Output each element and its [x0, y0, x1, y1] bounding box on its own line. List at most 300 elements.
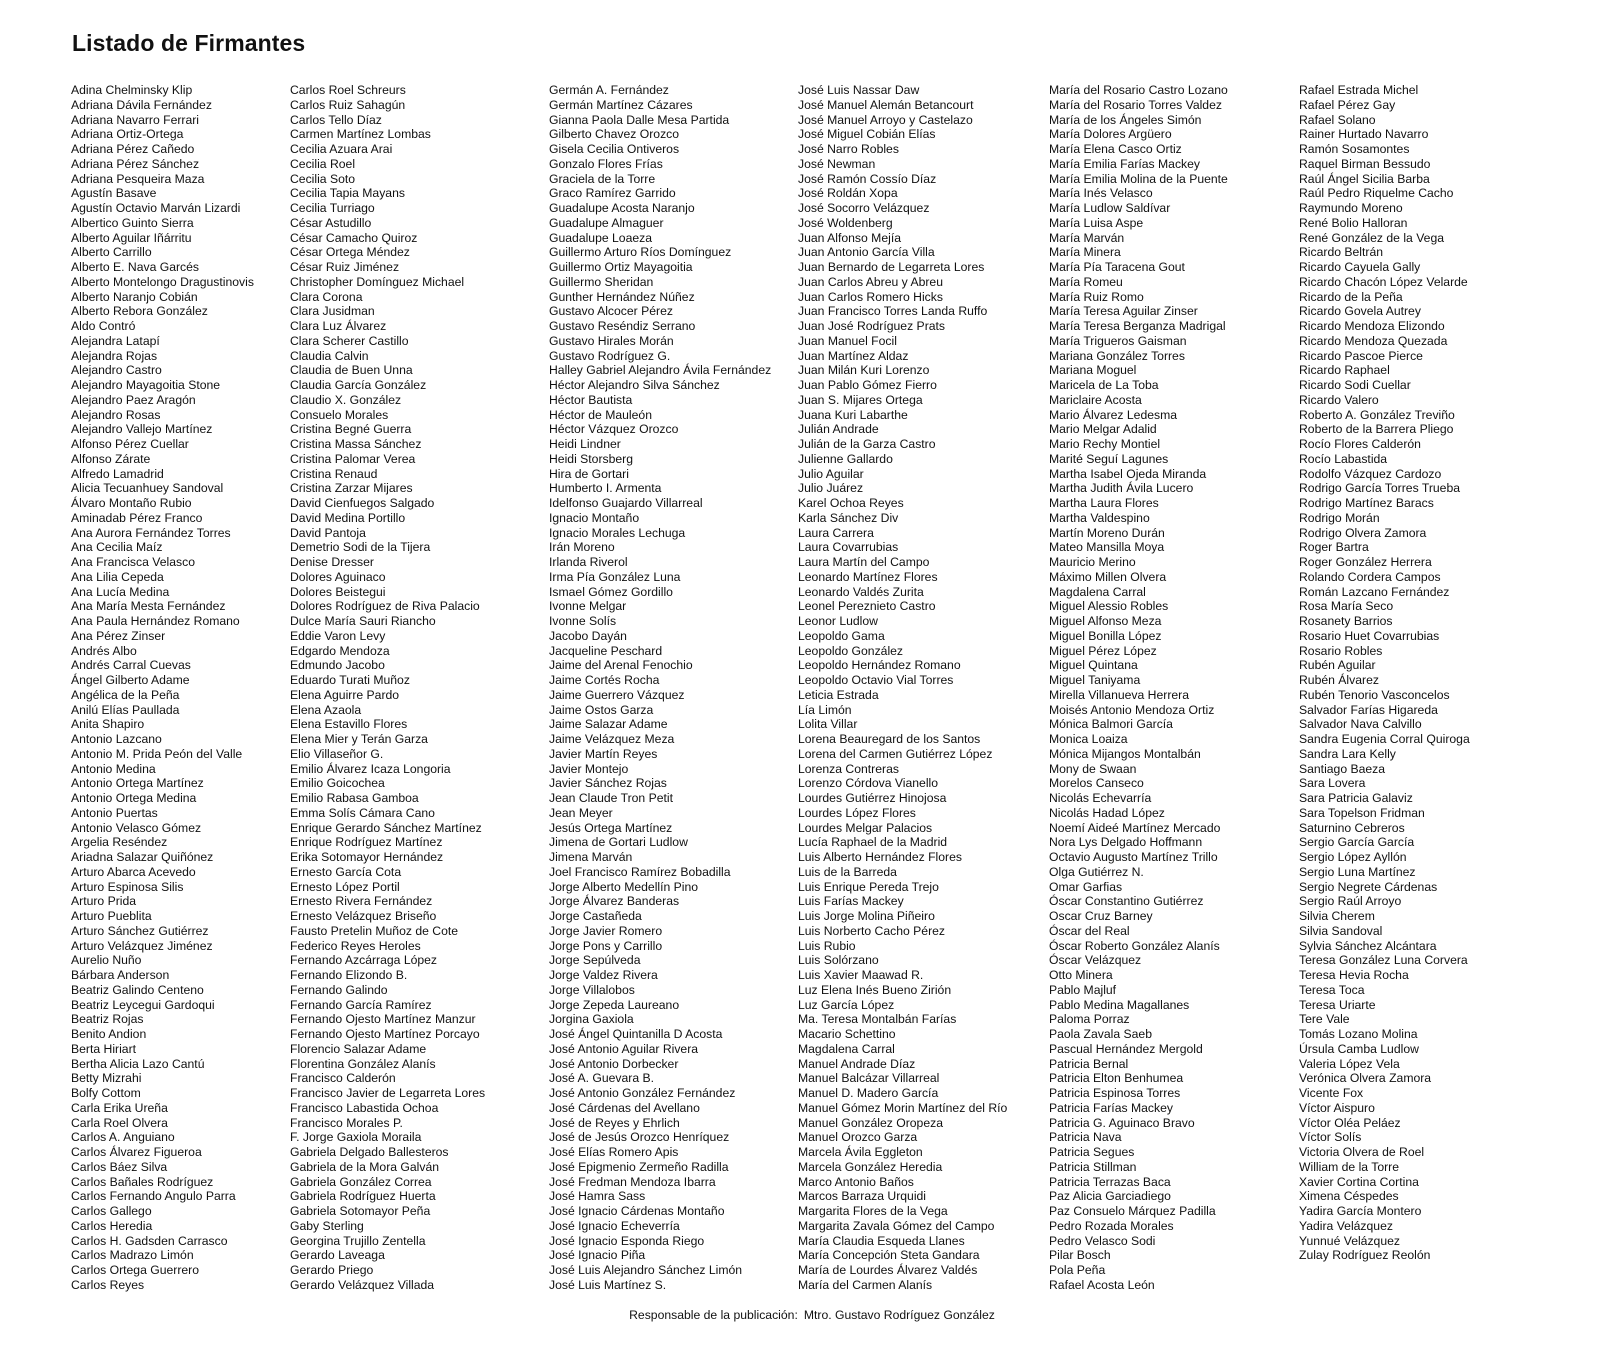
- signatory-name: Emilio Álvarez Icaza Longoria: [290, 761, 451, 776]
- signatory-name: Moisés Antonio Mendoza Ortiz: [1049, 702, 1215, 717]
- signatory-name: Gustavo Rodríguez G.: [549, 348, 671, 363]
- signatory-name: Gisela Cecilia Ontiveros: [549, 142, 680, 156]
- signatory-name: Juan S. Mijares Ortega: [798, 392, 923, 407]
- signatory-name: José Epigmenio Zermeño Radilla: [549, 1159, 729, 1174]
- signatory-name: Adriana Navarro Ferrari: [71, 112, 200, 127]
- signatory-name: Jorge Villalobos: [549, 982, 635, 997]
- signatory-name: Valeria López Vela: [1299, 1056, 1400, 1071]
- signatory-name: Nora Lys Delgado Hoffmann: [1049, 835, 1203, 850]
- signatory-name: María de los Ángeles Simón: [1049, 112, 1202, 127]
- signatory-name: Patricia Segues: [1049, 1145, 1135, 1159]
- signatory-name: Karel Ochoa Reyes: [798, 496, 904, 510]
- signatory-name: Carlos H. Gadsden Carrasco: [71, 1233, 228, 1248]
- signatory-name: Patricia Terrazas Baca: [1049, 1174, 1171, 1189]
- signatory-name: Antonio Puertas: [71, 805, 158, 820]
- signatory-name: Gustavo Reséndiz Serrano: [549, 319, 696, 333]
- signatory-name: Zulay Rodríguez Reolón: [1299, 1248, 1431, 1263]
- signatory-name: Cristina Massa Sánchez: [290, 437, 422, 451]
- signatory-name: María Ludlow Saldívar: [1049, 201, 1171, 215]
- signatory-name: Jean Claude Tron Petit: [549, 791, 673, 805]
- signatory-name: César Ruiz Jiménez: [290, 260, 400, 274]
- signatory-name: Miguel Alfonso Meza: [1049, 614, 1162, 628]
- signatory-name: Agustín Basave: [71, 186, 157, 201]
- signatory-name: Miguel Taniyama: [1049, 673, 1141, 687]
- signatory-name: María Concepción Steta Gandara: [798, 1248, 980, 1263]
- signatories-column-1: [71, 83, 254, 1293]
- signatory-name: Beatriz Leycegui Gardoqui: [71, 997, 215, 1012]
- signatory-name: José Antonio Dorbecker: [549, 1056, 679, 1071]
- signatory-name: Héctor Alejandro Silva Sánchez: [549, 378, 720, 392]
- signatory-name: Lolita Villar: [798, 717, 858, 732]
- signatory-name: Laura Covarrubias: [798, 540, 899, 555]
- signatory-name: Úrsula Camba Ludlow: [1299, 1041, 1419, 1056]
- signatory-name: José Hamra Sass: [549, 1189, 646, 1204]
- signatory-name: Gaby Sterling: [290, 1218, 364, 1233]
- signatory-name: Guadalupe Almaguer: [549, 215, 664, 230]
- signatory-name: Óscar Roberto González Alanís: [1049, 938, 1220, 953]
- signatory-name: Mónica Balmori García: [1049, 717, 1173, 732]
- signatory-name: Rodrigo Martínez Baracs: [1299, 496, 1434, 510]
- signatory-name: Eduardo Turati Muñoz: [290, 673, 410, 687]
- signatory-name: Ernesto Rivera Fernández: [290, 894, 433, 909]
- signatory-name: Patricia Elton Benhumea: [1049, 1071, 1184, 1086]
- signatory-name: Rosanety Barrios: [1299, 614, 1393, 628]
- signatory-name: José Miguel Cobián Elías: [798, 127, 936, 142]
- signatory-name: Ana Lucía Medina: [71, 584, 170, 599]
- signatory-name: Julián Andrade: [798, 422, 879, 437]
- signatory-name: Joel Francisco Ramírez Bobadilla: [549, 864, 731, 879]
- signatory-name: Gabriela González Correa: [290, 1174, 432, 1189]
- signatory-name: Margarita Zavala Gómez del Campo: [798, 1218, 995, 1233]
- signatory-name: Edgardo Mendoza: [290, 643, 390, 658]
- signatory-name: Ismael Gómez Gordillo: [549, 584, 673, 599]
- signatory-name: Beatriz Galindo Centeno: [71, 982, 204, 997]
- signatory-name: Juan Carlos Abreu y Abreu: [798, 274, 943, 289]
- signatory-name: Noemí Aideé Martínez Mercado: [1049, 820, 1221, 835]
- signatory-name: Claudia de Buen Unna: [290, 363, 413, 378]
- signatory-name: Ana Cecilia Maíz: [71, 540, 163, 555]
- signatory-name: Leonor Ludlow: [798, 614, 878, 628]
- signatory-name: Emilio Goicochea: [290, 776, 385, 791]
- signatory-name: Olga Gutiérrez N.: [1049, 864, 1144, 879]
- signatory-name: Juan Alfonso Mejía: [798, 230, 901, 245]
- signatory-name: Víctor Oléa Peláez: [1299, 1115, 1401, 1130]
- signatory-name: Francisco Calderón: [290, 1071, 396, 1086]
- signatory-name: Magdalena Carral: [1049, 584, 1146, 599]
- signatory-name: María Inés Velasco: [1049, 186, 1153, 201]
- signatory-name: Miguel Quintana: [1049, 658, 1138, 673]
- signatory-name: Demetrio Sodi de la Tijera: [290, 540, 431, 555]
- signatory-name: María de Lourdes Álvarez Valdés: [798, 1263, 978, 1277]
- signatory-name: Alicia Tecuanhuey Sandoval: [71, 481, 224, 496]
- signatory-name: José de Reyes y Ehrlich: [549, 1115, 680, 1130]
- signatory-name: César Camacho Quiroz: [290, 230, 418, 245]
- signatory-name: Guillermo Arturo Ríos Domínguez: [549, 245, 732, 260]
- signatory-name: F. Jorge Gaxiola Moraila: [290, 1130, 422, 1145]
- signatory-name: Rafael Estrada Michel: [1299, 83, 1419, 97]
- signatory-name: Rosario Huet Covarrubias: [1299, 628, 1440, 643]
- signatory-name: Francisco Javier de Legarreta Lores: [290, 1086, 486, 1100]
- signatory-name: Ignacio Morales Lechuga: [549, 525, 686, 540]
- signatory-name: Ángel Gilberto Adame: [71, 673, 190, 687]
- signatory-name: Ricardo Chacón López Velarde: [1299, 274, 1468, 289]
- signatory-name: Ricardo Valero: [1299, 392, 1379, 407]
- signatory-name: Lorenzo Córdova Vianello: [798, 776, 939, 791]
- signatory-name: Georgina Trujillo Zentella: [290, 1233, 426, 1248]
- signatory-name: Pedro Rozada Morales: [1049, 1218, 1174, 1233]
- signatory-name: Jorge Zepeda Laureano: [549, 997, 680, 1012]
- signatory-name: Luis Alberto Hernández Flores: [798, 850, 962, 864]
- signatory-name: Leonardo Martínez Flores: [798, 569, 938, 584]
- signatory-name: María Claudia Esqueda Llanes: [798, 1233, 965, 1248]
- signatory-name: Eddie Varon Levy: [290, 628, 386, 643]
- signatory-name: Gerardo Laveaga: [290, 1248, 385, 1263]
- signatory-name: Paz Consuelo Márquez Padilla: [1049, 1204, 1216, 1218]
- signatory-name: Francisco Morales P.: [290, 1115, 403, 1130]
- signatory-name: Yadira García Montero: [1299, 1204, 1422, 1218]
- signatory-name: Marcela Ávila Eggleton: [798, 1145, 923, 1159]
- signatory-name: Guillermo Ortiz Mayagoitia: [549, 260, 693, 274]
- signatory-name: Ma. Teresa Montalbán Farías: [798, 1012, 957, 1027]
- signatory-name: Héctor de Mauleón: [549, 407, 652, 422]
- signatory-name: Mónica Mijangos Montalbán: [1049, 746, 1201, 761]
- signatory-name: Mony de Swaan: [1049, 761, 1137, 776]
- signatory-name: Juan Francisco Torres Landa Ruffo: [798, 304, 988, 319]
- signatory-name: María del Carmen Alanís: [798, 1277, 933, 1292]
- signatory-name: Rosario Robles: [1299, 643, 1383, 658]
- signatory-name: Saturnino Cebreros: [1299, 820, 1405, 835]
- signatory-name: Alejandro Castro: [71, 363, 162, 378]
- signatory-name: César Ortega Méndez: [290, 245, 410, 260]
- signatory-name: Claudia García González: [290, 378, 427, 392]
- signatory-name: Gerardo Priego: [290, 1263, 374, 1277]
- signatory-name: Denise Dresser: [290, 555, 374, 569]
- signatory-name: Gabriela Delgado Ballesteros: [290, 1145, 449, 1159]
- signatory-name: Ana María Mesta Fernández: [71, 599, 226, 614]
- signatory-name: Leonel Pereznieto Castro: [798, 599, 936, 614]
- signatory-name: Martha Isabel Ojeda Miranda: [1049, 466, 1207, 481]
- signatory-name: Emilio Rabasa Gamboa: [290, 791, 419, 805]
- signatory-name: José Socorro Velázquez: [798, 201, 930, 215]
- signatory-name: Ana Aurora Fernández Torres: [71, 525, 231, 540]
- signatory-name: Rubén Aguilar: [1299, 658, 1376, 673]
- signatory-name: Patricia Espinosa Torres: [1049, 1086, 1181, 1100]
- signatory-name: María Luisa Aspe: [1049, 215, 1144, 230]
- signatory-name: Erika Sotomayor Hernández: [290, 850, 444, 864]
- signatory-name: Florentina González Alanís: [290, 1056, 436, 1071]
- signatory-name: Albertico Guinto Sierra: [71, 215, 194, 230]
- signatory-name: Jean Meyer: [549, 805, 613, 820]
- signatory-name: Raquel Birman Bessudo: [1299, 156, 1431, 171]
- footer-responsible-name: Mtro. Gustavo Rodríguez González: [803, 1308, 995, 1322]
- signatory-name: María Elena Casco Ortiz: [1049, 142, 1182, 156]
- signatory-name: Nicolás Echevarría: [1049, 791, 1152, 805]
- signatory-name: Carmen Martínez Lombas: [290, 127, 431, 142]
- signatory-name: Martha Judith Ávila Lucero: [1049, 481, 1194, 496]
- signatory-name: Victoria Olvera de Roel: [1299, 1145, 1425, 1159]
- signatory-name: José Elías Romero Apis: [549, 1145, 679, 1159]
- signatory-name: Patricia Farías Mackey: [1049, 1100, 1173, 1115]
- signatory-name: Julián de la Garza Castro: [798, 437, 936, 451]
- signatory-name: Lía Limón: [798, 702, 852, 717]
- signatory-name: Idelfonso Guajardo Villarreal: [549, 496, 703, 510]
- signatory-name: Salvador Farías Higareda: [1299, 702, 1438, 717]
- signatory-name: Elena Mier y Terán Garza: [290, 732, 428, 746]
- signatory-name: David Pantoja: [290, 525, 366, 540]
- signatory-name: Óscar Velázquez: [1049, 953, 1142, 968]
- signatory-name: Antonio Medina: [71, 761, 156, 776]
- signatory-name: Alberto Aguilar Iñárritu: [71, 230, 192, 245]
- signatory-name: Cecilia Tapia Mayans: [290, 186, 405, 201]
- signatory-name: Yadira Velázquez: [1299, 1218, 1393, 1233]
- signatory-name: Lourdes Melgar Palacios: [798, 820, 933, 835]
- signatory-name: José Ignacio Piña: [549, 1248, 646, 1263]
- signatory-name: Alejandra Rojas: [71, 348, 158, 363]
- signatory-name: José Manuel Alemán Betancourt: [798, 97, 974, 112]
- signatory-name: Claudio X. González: [290, 392, 402, 407]
- signatory-name: Adina Chelminsky Klip: [71, 83, 193, 97]
- signatory-name: Rubén Álvarez: [1299, 673, 1379, 687]
- signatory-name: Cecilia Turriago: [290, 201, 375, 215]
- signatory-name: Alejandro Paez Aragón: [71, 392, 196, 407]
- signatory-name: José Antonio González Fernández: [549, 1086, 736, 1100]
- signatory-name: María Ruiz Romo: [1049, 289, 1144, 304]
- signatory-name: María Emilia Farías Mackey: [1049, 156, 1201, 171]
- signatory-name: Heidi Lindner: [549, 437, 621, 451]
- signatory-name: Sara Lovera: [1299, 776, 1366, 791]
- signatory-name: Ricardo Cayuela Gally: [1299, 260, 1421, 274]
- signatory-name: Silvia Cherem: [1299, 909, 1375, 923]
- signatory-name: Sergio Luna Martínez: [1299, 864, 1416, 879]
- signatory-name: Carlos Ruiz Sahagún: [290, 97, 406, 112]
- signatory-name: Patricia Nava: [1049, 1130, 1122, 1145]
- signatory-name: Jorge Álvarez Banderas: [549, 894, 680, 909]
- signatory-name: Ricardo Raphael: [1299, 363, 1390, 378]
- signatory-name: Manuel Gómez Morin Martínez del Río: [798, 1100, 1008, 1115]
- signatory-name: Héctor Bautista: [549, 392, 633, 407]
- signatories-column-3: [549, 83, 771, 1293]
- signatory-name: Juan Martínez Aldaz: [798, 348, 909, 363]
- signatory-name: Sara Topelson Fridman: [1299, 805, 1425, 820]
- signatory-name: Roberto A. González Treviño: [1299, 407, 1455, 422]
- signatory-name: Adriana Pérez Sánchez: [71, 156, 200, 171]
- signatory-name: Clara Scherer Castillo: [290, 333, 409, 348]
- signatory-name: Luis Solórzano: [798, 953, 879, 968]
- signatory-name: Ana Paula Hernández Romano: [71, 614, 240, 628]
- signatory-name: Mario Rechy Montiel: [1049, 437, 1161, 451]
- signatory-name: Javier Sánchez Rojas: [549, 776, 667, 791]
- signatory-name: Marcela González Heredia: [798, 1159, 943, 1174]
- signatory-name: Sylvia Sánchez Alcántara: [1299, 938, 1437, 953]
- signatory-name: Betty Mizrahi: [71, 1071, 142, 1086]
- signatory-name: Raúl Pedro Riquelme Cacho: [1299, 186, 1454, 201]
- signatory-name: Pilar Bosch: [1049, 1248, 1111, 1263]
- signatory-name: Lourdes López Flores: [798, 805, 916, 820]
- signatory-name: Luis Farías Mackey: [798, 894, 904, 909]
- signatory-name: María Trigueros Gaisman: [1049, 333, 1187, 348]
- signatory-name: Fernando Galindo: [290, 982, 388, 997]
- signatory-name: Jesús Ortega Martínez: [549, 820, 673, 835]
- signatory-name: Enrique Gerardo Sánchez Martínez: [290, 820, 482, 835]
- signatory-name: Luis Rubio: [798, 938, 856, 953]
- signatory-name: Leopoldo Octavio Vial Torres: [798, 673, 954, 687]
- signatory-name: Bertha Alicia Lazo Cantú: [71, 1056, 205, 1071]
- signatory-name: Carlos Tello Díaz: [290, 112, 382, 127]
- signatory-name: Leopoldo Hernández Romano: [798, 658, 961, 673]
- signatory-name: Alfonso Pérez Cuellar: [71, 437, 189, 451]
- signatory-name: Sara Patricia Galaviz: [1299, 791, 1413, 805]
- signatory-name: Juan Carlos Romero Hicks: [798, 289, 943, 304]
- signatory-name: Jorge Alberto Medellín Pino: [549, 879, 699, 894]
- signatory-name: Juan José Rodríguez Prats: [798, 319, 946, 333]
- signatory-name: José Cárdenas del Avellano: [549, 1100, 700, 1115]
- signatory-name: Ana Lilia Cepeda: [71, 569, 164, 584]
- signatory-name: José Luis Nassar Daw: [798, 83, 920, 97]
- signatory-name: Fernando García Ramírez: [290, 997, 432, 1012]
- signatory-name: Raymundo Moreno: [1299, 201, 1403, 215]
- signatory-name: Argelia Reséndez: [71, 835, 168, 850]
- signatory-name: Mariclaire Acosta: [1049, 392, 1142, 407]
- signatory-name: Andrés Carral Cuevas: [71, 658, 191, 673]
- signatory-name: Manuel Andrade Díaz: [798, 1056, 916, 1071]
- signatory-name: Alejandro Vallejo Martínez: [71, 422, 213, 437]
- signatory-name: Lourdes Gutiérrez Hinojosa: [798, 791, 947, 805]
- signatory-name: Elena Aguirre Pardo: [290, 687, 400, 702]
- signatory-name: Juana Kuri Labarthe: [798, 407, 908, 422]
- signatory-name: Roger Bartra: [1299, 540, 1369, 555]
- signatory-name: Víctor Aispuro: [1299, 1100, 1375, 1115]
- signatory-name: Pablo Majluf: [1049, 982, 1117, 997]
- signatory-name: María Teresa Berganza Madrigal: [1049, 319, 1226, 333]
- signatory-name: Rainer Hurtado Navarro: [1299, 127, 1429, 142]
- signatory-name: Gabriela Rodríguez Huerta: [290, 1189, 436, 1204]
- signatory-name: Javier Montejo: [549, 761, 629, 776]
- signatory-name: Roberto de la Barrera Pliego: [1299, 422, 1454, 437]
- signatory-name: Carlos A. Anguiano: [71, 1130, 175, 1145]
- signatory-name: Germán A. Fernández: [549, 83, 669, 97]
- signatory-name: Guadalupe Loaeza: [549, 230, 653, 245]
- signatory-name: Verónica Olvera Zamora: [1299, 1071, 1432, 1086]
- signatory-name: Alberto Carrillo: [71, 245, 152, 260]
- signatory-name: Sergio Raúl Arroyo: [1299, 894, 1402, 909]
- signatory-name: Federico Reyes Heroles: [290, 938, 421, 953]
- signatory-name: Manuel González Oropeza: [798, 1115, 943, 1130]
- signatory-name: Karla Sánchez Div: [798, 510, 899, 525]
- signatory-name: Jorge Castañeda: [549, 909, 642, 923]
- signatory-name: Leopoldo Gama: [798, 628, 885, 643]
- signatory-name: Óscar Constantino Gutiérrez: [1049, 894, 1204, 909]
- signatory-name: Arturo Abarca Acevedo: [71, 864, 196, 879]
- signatory-name: Gabriela de la Mora Galván: [290, 1159, 440, 1174]
- signatory-name: Leopoldo González: [798, 643, 904, 658]
- signatory-name: Óscar del Real: [1049, 923, 1130, 938]
- signatory-name: Rodrigo García Torres Trueba: [1299, 481, 1460, 496]
- signatory-name: Arturo Prida: [71, 894, 137, 909]
- signatory-name: Bolfy Cottom: [71, 1086, 141, 1100]
- signatory-name: Rodrigo Morán: [1299, 510, 1380, 525]
- signatory-name: Edmundo Jacobo: [290, 658, 385, 673]
- signatory-name: Fernando Ojesto Martínez Porcayo: [290, 1027, 480, 1041]
- signatory-name: José Ignacio Cárdenas Montaño: [549, 1204, 725, 1218]
- signatory-name: Tomás Lozano Molina: [1299, 1027, 1418, 1041]
- signatory-name: Román Lazcano Fernández: [1299, 584, 1450, 599]
- signatory-name: Lorenza Contreras: [798, 761, 899, 776]
- signatory-name: Miguel Alessio Robles: [1049, 599, 1169, 614]
- signatory-name: Jacqueline Peschard: [549, 643, 663, 658]
- signatory-name: Ernesto Velázquez Briseño: [290, 909, 437, 923]
- signatory-name: Andrés Albo: [71, 643, 137, 658]
- signatory-name: Macario Schettino: [798, 1027, 896, 1041]
- signatory-name: César Astudillo: [290, 215, 372, 230]
- signatory-name: Ramón Sosamontes: [1299, 142, 1410, 156]
- signatory-name: Luz Elena Inés Bueno Zirión: [798, 982, 952, 997]
- signatory-name: Carlos Álvarez Figueroa: [71, 1145, 202, 1159]
- signatory-name: Víctor Solís: [1299, 1130, 1362, 1145]
- signatory-name: María Minera: [1049, 245, 1121, 260]
- signatory-name: Salvador Nava Calvillo: [1299, 717, 1422, 732]
- signatory-name: Juan Bernardo de Legarreta Lores: [798, 260, 985, 274]
- signatory-name: Luis Norberto Cacho Pérez: [798, 923, 945, 938]
- signatory-name: Irán Moreno: [549, 540, 615, 555]
- signatory-name: Fernando Azcárraga López: [290, 953, 438, 968]
- signatory-name: Cristina Zarzar Mijares: [290, 481, 413, 496]
- signatory-name: Alejandra Latapí: [71, 333, 160, 348]
- signatory-name: José Antonio Aguilar Rivera: [549, 1041, 699, 1056]
- signatory-name: Gustavo Alcocer Pérez: [549, 304, 673, 319]
- signatory-name: Octavio Augusto Martínez Trillo: [1049, 850, 1218, 864]
- signatory-name: Dulce María Sauri Riancho: [290, 614, 436, 628]
- signatory-name: Julio Juárez: [798, 481, 864, 496]
- signatory-name: Gabriela Sotomayor Peña: [290, 1204, 431, 1218]
- signatory-name: Hira de Gortari: [549, 466, 629, 481]
- signatory-name: Paloma Porraz: [1049, 1012, 1130, 1027]
- signatory-name: Irlanda Riverol: [549, 555, 628, 569]
- signatory-name: José Luis Martínez S.: [549, 1277, 667, 1292]
- signatory-name: Jaime del Arenal Fenochio: [549, 658, 693, 673]
- signatory-name: Pedro Velasco Sodi: [1049, 1233, 1156, 1248]
- signatory-name: Patricia Stillman: [1049, 1159, 1137, 1174]
- signatory-name: Fernando Ojesto Martínez Manzur: [290, 1012, 476, 1027]
- signatory-name: Santiago Baeza: [1299, 761, 1386, 776]
- signatory-name: Elena Azaola: [290, 702, 362, 717]
- signatory-name: Pablo Medina Magallanes: [1049, 997, 1190, 1012]
- signatory-name: Pola Peña: [1049, 1263, 1106, 1277]
- signatory-name: Tere Vale: [1299, 1012, 1350, 1027]
- signatory-name: Ricardo Mendoza Quezada: [1299, 333, 1448, 348]
- signatory-name: Miguel Pérez López: [1049, 643, 1157, 658]
- signatory-name: José Roldán Xopa: [798, 186, 898, 201]
- signatory-name: Jaime Salazar Adame: [549, 717, 668, 732]
- signatory-name: Rubén Tenorio Vasconcelos: [1299, 687, 1450, 702]
- signatory-name: Rocío Flores Calderón: [1299, 437, 1421, 451]
- signatory-name: Ricardo Govela Autrey: [1299, 304, 1421, 319]
- signatory-name: Leticia Estrada: [798, 687, 879, 702]
- signatories-column-2: [290, 83, 485, 1293]
- signatory-name: Laura Martín del Campo: [798, 555, 930, 569]
- signatory-name: Arturo Velázquez Jiménez: [71, 938, 213, 953]
- signatory-name: Leonardo Valdés Zurita: [798, 584, 924, 599]
- signatory-name: José Ignacio Esponda Riego: [549, 1233, 705, 1248]
- signatory-name: Antonio Ortega Medina: [71, 791, 197, 805]
- signatory-name: Berta Hiriart: [71, 1041, 137, 1056]
- signatory-name: David Medina Portillo: [290, 510, 406, 525]
- signatory-name: Irma Pía González Luna: [549, 569, 681, 584]
- signatory-name: Adriana Dávila Fernández: [71, 97, 212, 112]
- signatory-name: Marité Seguí Lagunes: [1049, 451, 1169, 466]
- signatory-name: Alberto E. Nava Garcés: [71, 260, 200, 274]
- signatory-name: Claudia Calvin: [290, 348, 369, 363]
- signatory-name: Adriana Ortiz-Ortega: [71, 127, 184, 142]
